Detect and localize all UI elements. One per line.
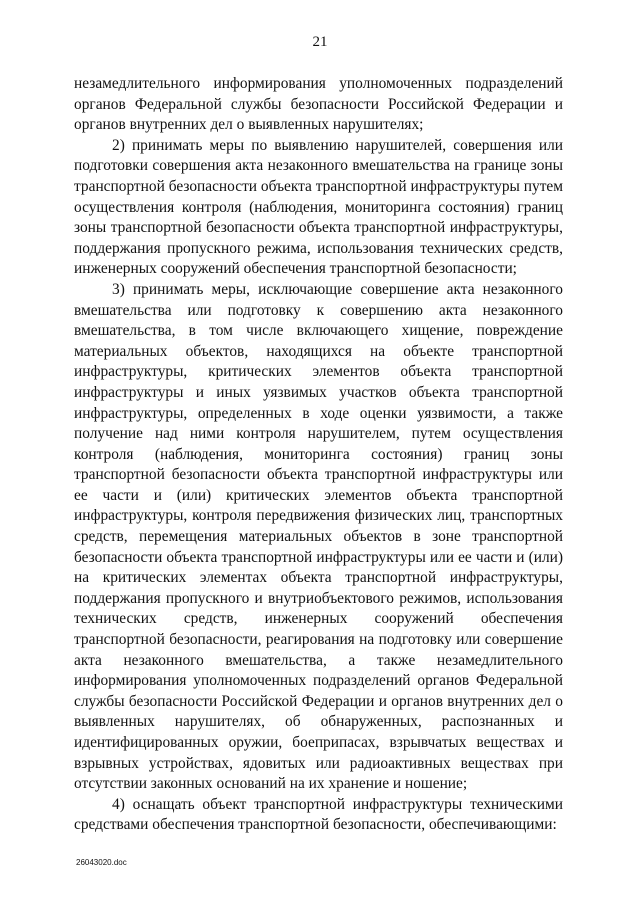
paragraph-item-3: 3) принимать меры, исключающие совершение акта незаконного вмешательства или подготовку к совершению акта незаконного вмешательства, в том числе включающего хищение, повреждение материальных объектов, находящихся на объекте транспортной инфраструктуры, критических элементов объекта транспортной инфраструктуры и иных уязвимых участков объекта транспортной инфраструктуры, определенных в ходе оценки уязвимости, а также получение над ними контроля нарушителем, путем осуществления контроля (наблюдения, мониторинга состояния) границ зоны транспортной безопасности объекта транспортной инфраструктуры или ее части и (или) критических элементов объекта транспортной инфраструктуры, контроля передвижения физических лиц, транспортных средств, перемещения материальных объектов в зоне транспортной безопасности объекта транспортной инфраструктуры или ее части и (или) на критических элементах объекта транспортной инфраструктуры, поддержания пропускного и внутриобъектового режимов, использования технических средств, инженерных сооружений обеспечения транспортной безопасности, реагирования на подготовку или совершение акта незаконного вмешательства, а также незамедлительного информирования уполномоченных подразделений органов Федеральной службы безопасности Российской Федерации и органов внутренних дел о выявленных нарушителях, об обнаруженных, распознанных и идентифицированных оружии, боеприпасах, взрывчатых веществах и взрывных устройствах, ядовитых или радиоактивных веществах при отсутствии законных оснований на их хранение и ношение;	[74, 280, 563, 793]
document-body	[74, 74, 563, 836]
paragraph-continuation: незамедлительного информирования уполномоченных подразделений органов Федеральной службы безопасности Российской Федерации и органов внутренних дел о выявленных нарушителях;	[74, 75, 563, 134]
footer-file-code: 26043020.doc	[76, 858, 127, 867]
paragraph-item-4: 4) оснащать объект транспортной инфраструктуры техническими средствами обеспечения транспортной безопасности, обеспечивающими:	[74, 795, 563, 834]
page-number: 21	[312, 34, 328, 50]
paragraph-item-2: 2) принимать меры по выявлению нарушителей, совершения или подготовки совершения акта незаконного вмешательства на границе зоны транспортной безопасности объекта транспортной инфраструктуры путем осуществления контроля (наблюдения, мониторинга состояния) границ зоны транспортной безопасности объекта транспортной инфраструктуры, поддержания пропускного режима, использования технических средств, инженерных сооружений обеспечения транспортной безопасности;	[74, 136, 563, 278]
